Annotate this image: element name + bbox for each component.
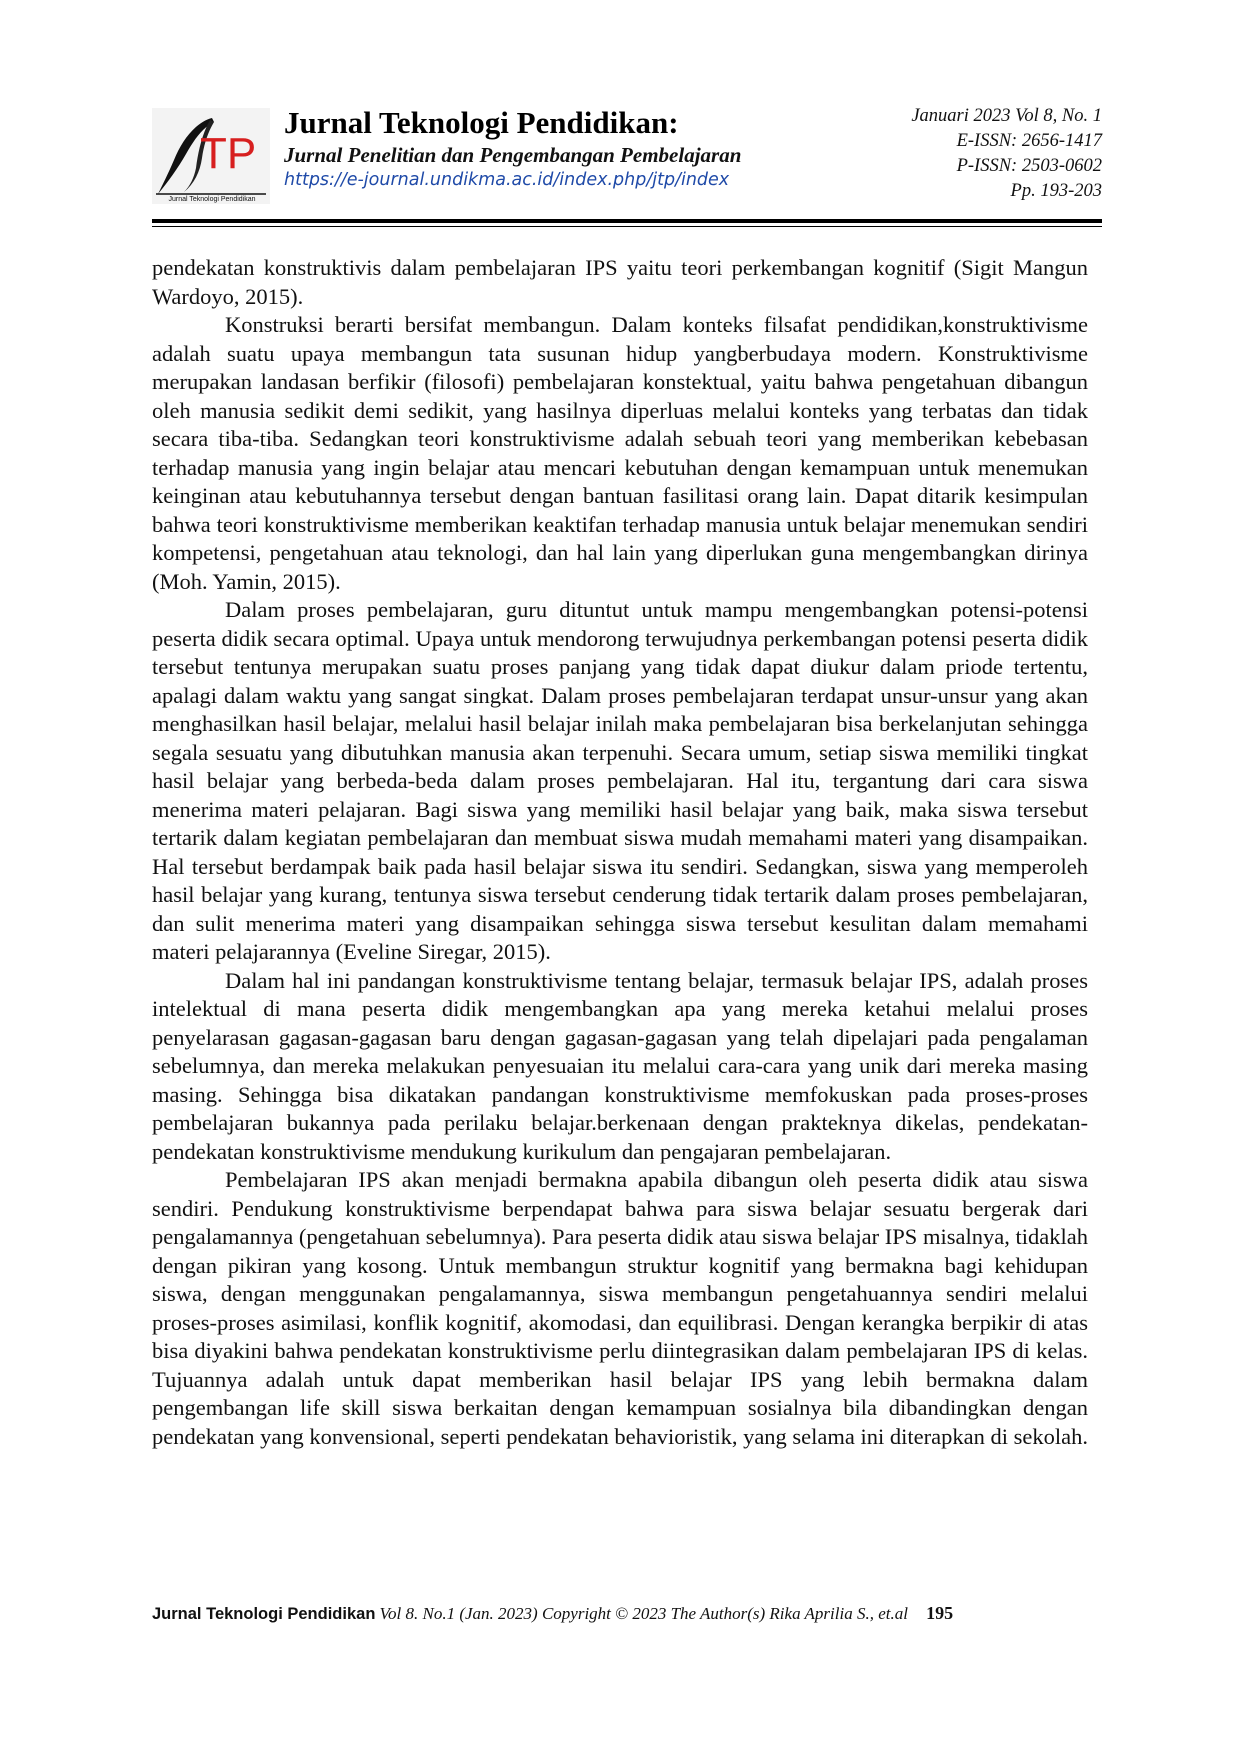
article-body [152,254,1088,1451]
header-rule-thick [152,219,1102,223]
page-header [152,106,1102,224]
page-number: 195 [926,1603,954,1623]
journal-info [284,106,804,192]
page-range: Pp. 193-203 [1010,181,1102,201]
journal-logo-image [152,108,270,204]
header-rule-thin [152,226,1102,227]
issue-date: Januari 2023 Vol 8, No. 1 [911,106,1102,126]
paragraph-5: Pembelajaran IPS akan menjadi bermakna apabila dibangun oleh peserta didik atau siswa sendiri. Pendukung konstruktivisme berpendapat bahwa para siswa belajar sesuatu bergerak dari pengalamannya (pengetahuan sebelumnya). Para peserta didik atau siswa belajar IPS misalnya, tidaklah dengan pikiran yang kosong. Untuk membangun struktur kognitif yang bermakna bagi kehidupan siswa, dengan menggunakan pengalamannya, siswa membangun pengetahuannya sendiri melalui proses-proses asimilasi, konflik kognitif, akomodasi, dan equilibrasi. Dengan kerangka berpikir di atas bisa diyakini bahwa pendekatan konstruktivisme perlu diintegrasikan dalam pembelajaran IPS di kelas. Tujuannya adalah untuk dapat memberikan hasil belajar IPS yang lebih bermakna dalam pengembangan life skill siswa berkaitan dengan kemampuan sosialnya bila dibandingkan dengan pendekatan yang konvensional, seperti pendekatan behavioristik, yang selama ini diterapkan di sekolah. [152,1167,1088,1449]
paragraph-4: Dalam hal ini pandangan konstruktivisme tentang belajar, termasuk belajar IPS, adalah proses intelektual di mana peserta didik mengembangkan apa yang mereka ketahui melalui proses penyelarasan gagasan-gagasan baru dengan gagasan-gagasan yang telah dipelajari pada pengalaman sebelumnya, dan mereka melakukan penyesuaian itu melalui cara-cara yang unik dari mereka masing masing. Sehingga bisa dikatakan pandangan konstruktivisme memfokuskan pada proses-proses pembelajaran bukannya pada perilaku belajar.berkenaan dengan prakteknya dikelas, pendekatan-pendekatan konstruktivisme mendukung kurikulum dan pengajaran pembelajaran. [152,967,1088,1164]
journal-title: Jurnal Teknologi Pendidikan: [284,105,679,140]
logo-caption: Jurnal Teknologi Pendidikan [168,196,256,203]
paragraph-1: pendekatan konstruktivis dalam pembelajaran IPS yaitu teori perkembangan kognitif (Sigit Mangun Wardoyo, 2015). [152,255,1088,309]
e-issn: E-ISSN: 2656-1417 [956,131,1102,151]
paragraph-2: Konstruksi berarti bersifat membangun. Dalam konteks filsafat pendidikan,konstruktivisme adalah suatu upaya membangun tata susunan hidup yangberbudaya modern. Konstruktivisme merupakan landasan berfikir (filosofi) pembelajaran konstektual, yaitu bahwa pengetahuan dibangun oleh manusia sedikit demi sedikit, yang hasilnya diperluas melalui konteks yang terbatas dan tidak secara tiba-tiba. Sedangkan teori konstruktivisme adalah sebuah teori yang memberikan kebebasan terhadap manusia yang ingin belajar atau mencari kebutuhan dengan kemampuan untuk menemukan keinginan atau kebutuhannya tersebut dengan bantuan fasilitasi orang lain. Dapat ditarik kesimpulan bahwa teori konstruktivisme memberikan keaktifan terhadap manusia untuk belajar menemukan sendiri kompetensi, pengetahuan atau teknologi, dan hal lain yang diperlukan guna mengembangkan dirinya (Moh. Yamin, 2015). [152,312,1088,594]
journal-logo [152,108,270,204]
logo-text: TP [200,129,257,178]
footer-journal-name: Jurnal Teknologi Pendidikan [152,1605,376,1623]
footer-citation: Vol 8. No.1 (Jan. 2023) Copyright © 2023 The Author(s) Rika Aprilia S., et.al [379,1604,908,1623]
journal-url-link[interactable]: https://e-journal.undikma.ac.id/index.php/jtp/index [284,170,730,190]
paragraph-3: Dalam proses pembelajaran, guru dituntut untuk mampu mengembangkan potensi-potensi peserta didik secara optimal. Upaya untuk mendorong terwujudnya perkembangan potensi peserta didik tersebut tentunya merupakan suatu proses panjang yang tidak dapat diukur dalam priode tertentu, apalagi dalam waktu yang sangat singkat. Dalam proses pembelajaran terdapat unsur-unsur yang akan menghasilkan hasil belajar, melalui hasil belajar inilah maka pembelajaran bisa berkelanjutan sehingga segala sesuatu yang dibutuhkan manusia akan terpenuhi. Secara umum, setiap siswa memiliki tingkat hasil belajar yang berbeda-beda dalam proses pembelajaran. Hal itu, tergantung dari cara siswa menerima materi pelajaran. Bagi siswa yang memiliki hasil belajar yang baik, maka siswa tersebut tertarik dalam kegiatan pembelajaran dan membuat siswa mudah memahami materi yang disampaikan. Hal tersebut berdampak baik pada hasil belajar siswa itu sendiri. Sedangkan, siswa yang memperoleh hasil belajar yang kurang, tentunya siswa tersebut cenderung tidak tertarik dalam proses pembelajaran, dan sulit menerima materi yang disampaikan sehingga siswa tersebut kesulitan dalam memahami materi pelajarannya (Eveline Siregar, 2015). [152,597,1088,964]
journal-subtitle: Jurnal Penelitian dan Pengembangan Pembelajaran [284,143,742,167]
page-footer [152,1602,1052,1625]
p-issn: P-ISSN: 2503-0602 [956,156,1102,176]
issue-metadata [911,104,1102,204]
